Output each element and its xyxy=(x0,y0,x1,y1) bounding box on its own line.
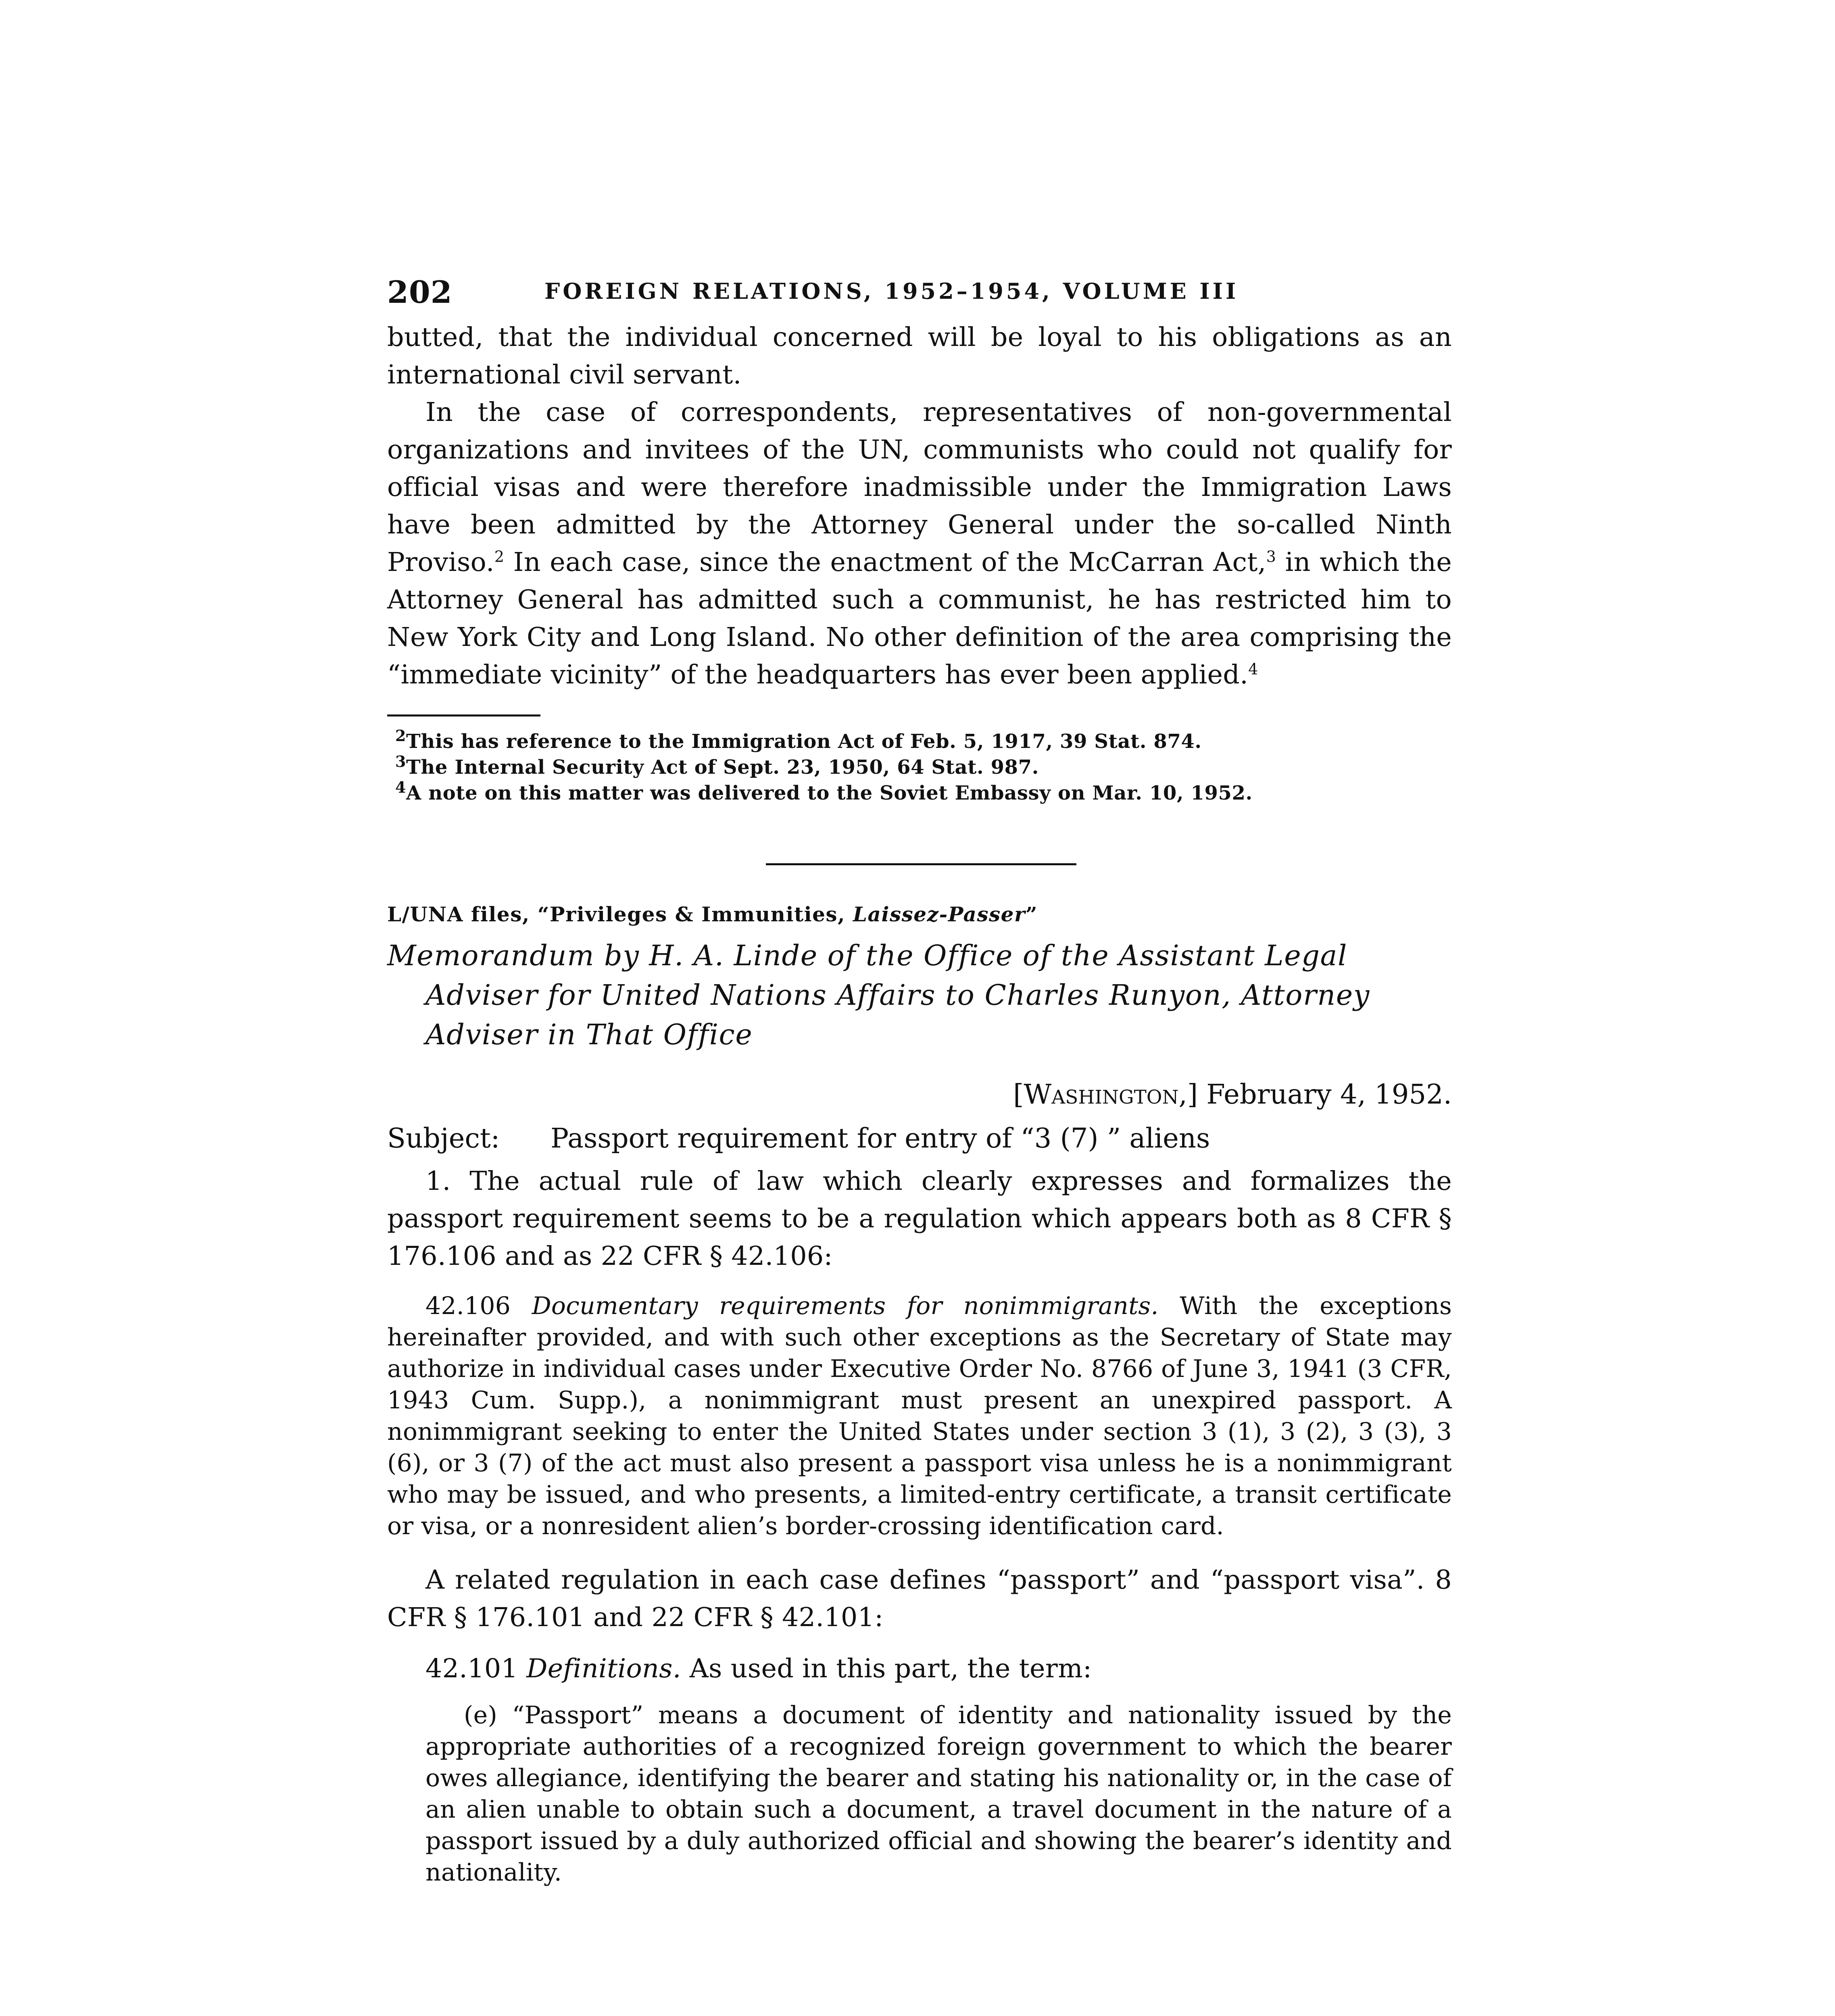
footnote-marker: 2 xyxy=(395,727,407,745)
footnote xyxy=(395,754,1452,780)
paragraph-text: In each case, since the enactment of the McCarran Act, xyxy=(504,547,1266,577)
footnote-ref[interactable]: 2 xyxy=(494,548,505,566)
footnote xyxy=(395,729,1452,754)
page-number: 202 xyxy=(387,274,452,310)
source-italic-text: Laissez-Passer xyxy=(853,902,1026,926)
document-page xyxy=(387,274,1452,1888)
running-title: FOREIGN RELATIONS, 1952–1954, VOLUME III xyxy=(544,278,1239,304)
regulation-number: 42.106 xyxy=(425,1292,532,1320)
running-header xyxy=(387,274,1452,319)
subject-line xyxy=(387,1118,1452,1158)
definition-marker: (e) xyxy=(464,1701,497,1729)
footnote-text: This has reference to the Immigration Act of Feb. 5, 1917, 39 Stat. 874. xyxy=(406,730,1202,753)
subject-text: Passport requirement for entry of “3 (7) ” aliens xyxy=(550,1123,1210,1154)
paragraph-text: In the case of correspondents, representatives of non-governmental organizations and invitees of the UN, communists who could not qualify for official visas and were therefore inadmissible under the Immigration Laws have been admitted by the Attorney General under the so-called Ninth Proviso. xyxy=(387,397,1452,577)
footnote-marker: 3 xyxy=(395,752,407,771)
footnote-marker: 4 xyxy=(395,778,407,796)
section-divider xyxy=(766,863,1076,865)
footnote-divider xyxy=(387,714,540,716)
paragraph-text: in which the Attorney General has admitted such a communist, he has restricted him to New York City and Long Island. No other definition of the area comprising the “immediate vicinity” of the headquarters has ever been applied. xyxy=(387,547,1452,690)
regulation-number: 42.101 xyxy=(425,1654,527,1684)
regulation-quote xyxy=(387,1290,1452,1542)
memo-paragraph: 1. The actual rule of law which clearly expresses and formalizes the passport requirement seems to be a regulation which appears both as 8 CFR § 176.106 and as 22 CFR § 42.106: xyxy=(387,1166,1452,1271)
footnote xyxy=(395,780,1452,806)
memo-paragraph: A related regulation in each case defines “passport” and “passport visa”. 8 CFR § 176.101 and 22 CFR § 42.101: xyxy=(387,1565,1452,1633)
footnote-ref[interactable]: 3 xyxy=(1266,548,1276,566)
footnote-ref[interactable]: 4 xyxy=(1248,660,1258,678)
footnotes xyxy=(395,729,1452,806)
definitions-intro xyxy=(387,1650,1452,1687)
document-title: Memorandum by H. A. Linde of the Office of the Assistant Legal Adviser for United Nations Affairs to Charles Runyon, Attorney Adviser in That Office xyxy=(387,939,1370,1051)
definition-quote xyxy=(425,1699,1452,1888)
source-close-quote: ” xyxy=(1025,902,1038,926)
dateline-date: February 4, 1952. xyxy=(1198,1079,1452,1110)
dateline-place: [Washington,] xyxy=(1013,1079,1198,1110)
definition-text: “Passport” means a document of identity and nationality issued by the appropriate authorities of a recognized foreign government to which the bearer owes allegiance, identifying the bearer and stating his nationality or, in the case of an alien unable to obtain such a document, a travel document in the nature of a passport issued by a duly authorized official and showing the bearer’s identity and nationality. xyxy=(425,1701,1452,1887)
regulation-text: With the exceptions hereinafter provided, and with such other exceptions as the Secretary of State may authorize in individual cases under Executive Order No. 8766 of June 3, 1941 (3 CFR, 1943 Cum. Supp.), a nonimmigrant must present an unexpired passport. A nonimmigrant seeking to enter the United States under section 3 (1), 3 (2), 3 (3), 3 (6), or 3 (7) of the act must also present a passport visa unless he is a nonimmigrant who may be issued, and who presents, a limited-entry certificate, a transit certificate or visa, or a nonresident alien’s border-crossing identification card. xyxy=(387,1292,1452,1540)
footnote-text: The Internal Security Act of Sept. 23, 1950, 64 Stat. 987. xyxy=(406,756,1039,779)
footnote-text: A note on this matter was delivered to the Soviet Embassy on Mar. 10, 1952. xyxy=(406,782,1253,804)
source-note xyxy=(387,902,1452,926)
source-text: L/UNA files, “Privileges & Immunities, xyxy=(387,902,853,926)
regulation-heading: Documentary requirements for nonimmigrants. xyxy=(532,1292,1159,1320)
continued-paragraph: butted, that the individual concerned will be loyal to his obligations as an international civil servant. xyxy=(387,322,1452,390)
regulation-heading: Definitions. xyxy=(526,1654,681,1684)
subject-label: Subject: xyxy=(387,1123,500,1154)
dateline xyxy=(387,1079,1452,1110)
ninth-proviso-paragraph xyxy=(387,394,1452,694)
regulation-text: As used in this part, the term: xyxy=(681,1654,1092,1684)
